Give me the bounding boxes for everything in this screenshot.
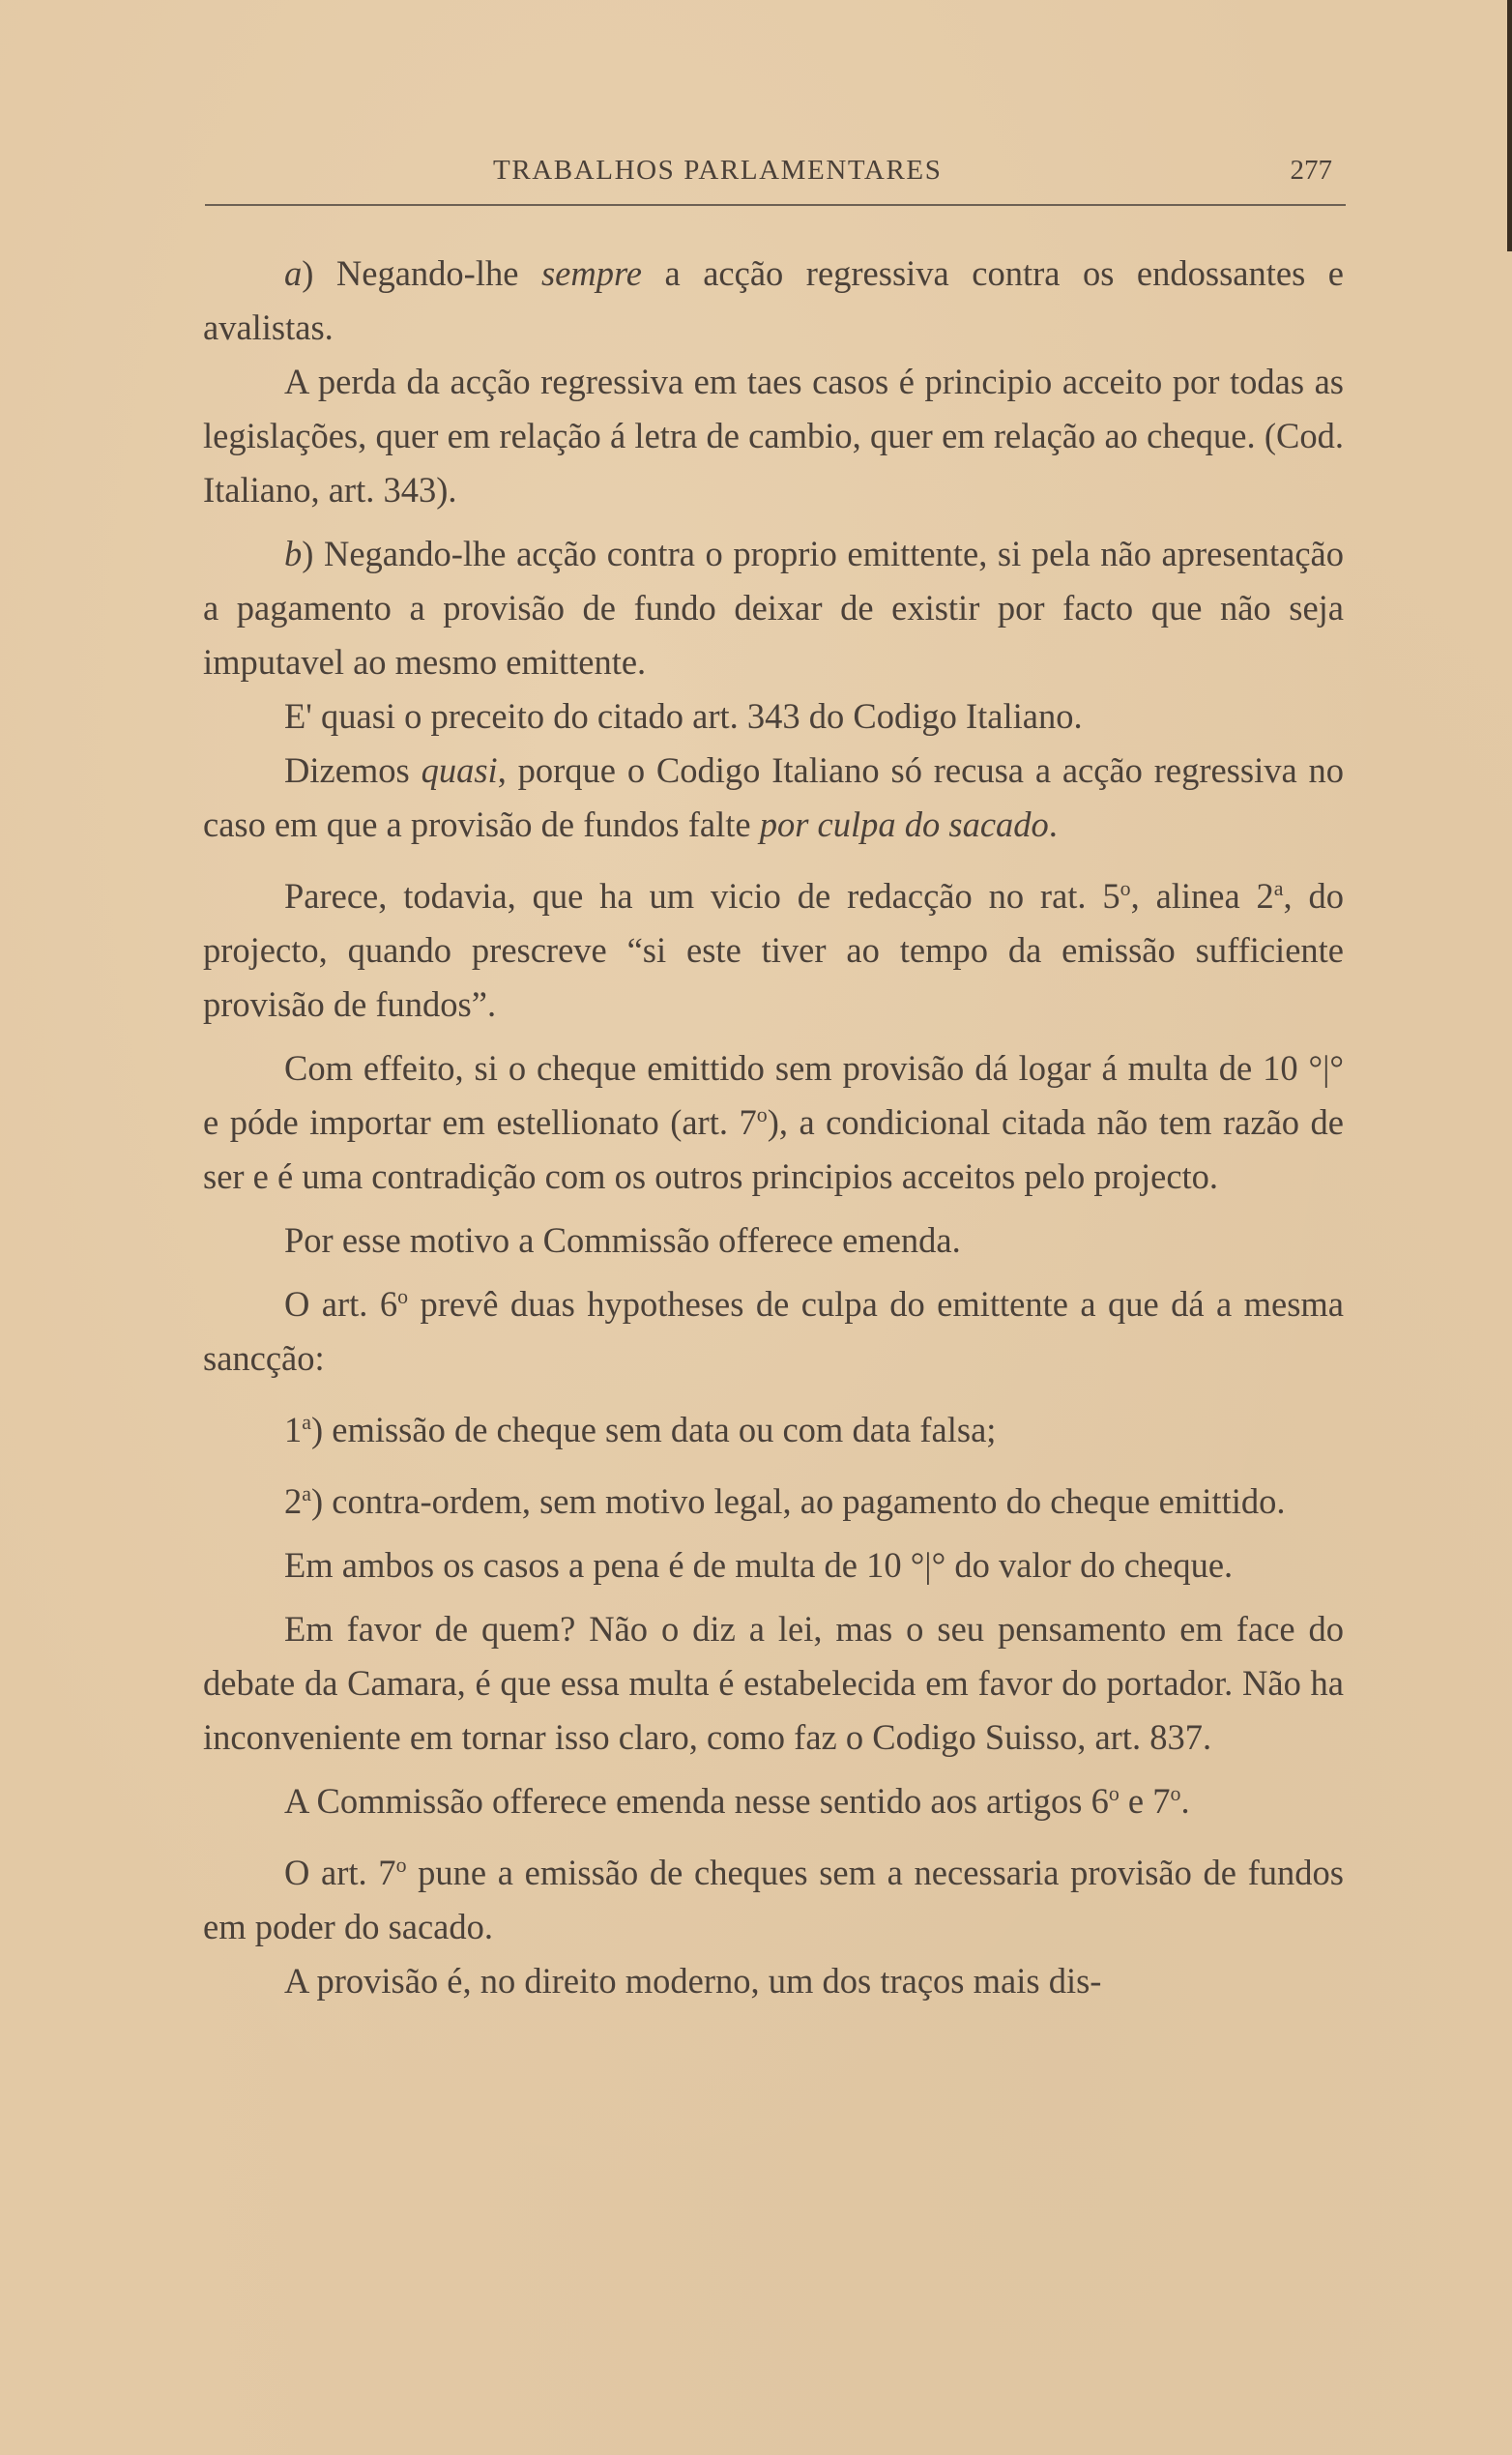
italic-text: sempre [540, 253, 643, 293]
paragraph [203, 527, 1344, 689]
italic-text: quasi [421, 750, 498, 790]
superscript: o [397, 1283, 409, 1308]
text-run: e 7 [1119, 1781, 1171, 1821]
superscript: o [395, 1852, 407, 1877]
text-run: . [1048, 804, 1058, 844]
paragraph [203, 1538, 1344, 1593]
italic-text: b [284, 534, 303, 573]
superscript: o [1119, 875, 1131, 900]
paragraph [203, 869, 1344, 1032]
paragraph [203, 1041, 1344, 1204]
paragraph [203, 355, 1344, 517]
text-run: Em favor de quem? Não o diz a lei, mas o seu pensamento em face do debate da Camara, é que essa multa é estabelecida em favor do portador. Não ha inconveniente em tornar isso claro, como faz o Codigo Suisso, art. 837. [203, 1609, 1344, 1757]
paragraph [203, 247, 1344, 355]
header-rule [205, 204, 1346, 206]
text-run: A perda da acção regressiva em taes casos é principio acceito por todas as legislações, quer em relação á letra de cambio, quer em relação ao cheque. (Cod. Italiano, art. 343). [203, 362, 1344, 510]
list-item [203, 1403, 1344, 1457]
text-run: Parece, todavia, que ha um vicio de redacção no rat. 5 [284, 876, 1120, 916]
paragraph [203, 1277, 1344, 1386]
text-run: , alinea 2 [1130, 876, 1274, 916]
body-text [203, 247, 1344, 2008]
text-run: . [1180, 1781, 1190, 1821]
text-run: Em ambos os casos a pena é de multa de 10 °|° do valor do cheque. [284, 1545, 1234, 1585]
paragraph [203, 689, 1344, 744]
superscript: a [302, 1409, 311, 1434]
italic-text: a [284, 253, 303, 293]
text-run: ) emissão de cheque sem data ou com data falsa; [310, 1410, 997, 1449]
text-run: 1 [284, 1410, 303, 1449]
superscript: o [756, 1101, 768, 1126]
text-run: ) Negando-lhe acção contra o proprio emittente, si pela não apresentação a pagamento a provisão de fundo deixar de existir por facto que não seja imputavel ao mesmo emittente. [203, 534, 1344, 682]
text-run: ) contra-ordem, sem motivo legal, ao pagamento do cheque emittido. [310, 1481, 1286, 1521]
running-header [203, 155, 1346, 193]
text-run: ) Negando-lhe [302, 253, 541, 293]
text-run: ), a condicional citada não tem razão de ser e é uma contradição com os outros principios acceitos pelo projecto. [203, 1102, 1344, 1196]
text-run: pune a emissão de cheques sem a necessaria provisão de fundos em poder do sacado. [203, 1853, 1344, 1946]
superscript: a [302, 1480, 311, 1505]
paragraph [203, 1954, 1344, 2008]
text-run: 2 [284, 1481, 303, 1521]
text-run: , porque o Codigo Italiano só recusa a acção regressiva no caso em que a provisão de fundos falte [203, 750, 1344, 844]
superscript: o [1108, 1780, 1119, 1805]
superscript: a [1273, 875, 1284, 900]
paragraph [203, 1846, 1344, 1954]
paragraph [203, 744, 1344, 852]
paragraph [203, 1602, 1344, 1765]
text-run: E' quasi o preceito do citado art. 343 do Codigo Italiano. [284, 696, 1083, 736]
text-run: Dizemos [284, 750, 422, 790]
page-edge-shadow [1507, 0, 1512, 251]
text-run: prevê duas hypotheses de culpa do emittente a que dá a mesma sancção: [203, 1284, 1344, 1378]
text-run: A provisão é, no direito moderno, um dos traços mais dis- [284, 1961, 1102, 2001]
text-run: O art. 7 [284, 1853, 396, 1892]
paragraph [203, 1774, 1344, 1828]
text-run: A Commissão offerece emenda nesse sentido aos artigos 6 [284, 1781, 1109, 1821]
text-run: a acção regressiva contra os endossantes e avalistas. [203, 253, 1344, 347]
text-run: O art. 6 [284, 1284, 398, 1324]
list-item [203, 1475, 1344, 1529]
page-number: 277 [1290, 155, 1332, 186]
text-run: Com effeito, si o cheque emittido sem provisão dá logar á multa de 10 °|° e póde importar em estellionato (art. 7 [203, 1048, 1344, 1142]
superscript: o [1170, 1780, 1181, 1805]
italic-text: por culpa do sacado [759, 804, 1049, 844]
paragraph [203, 1213, 1344, 1268]
running-title: TRABALHOS PARLAMENTARES [493, 155, 943, 186]
text-run: , do projecto, quando prescreve “si este tiver ao tempo da emissão sufficiente provisão de fundos”. [203, 876, 1344, 1024]
text-run: Por esse motivo a Commissão offerece emenda. [284, 1220, 961, 1260]
